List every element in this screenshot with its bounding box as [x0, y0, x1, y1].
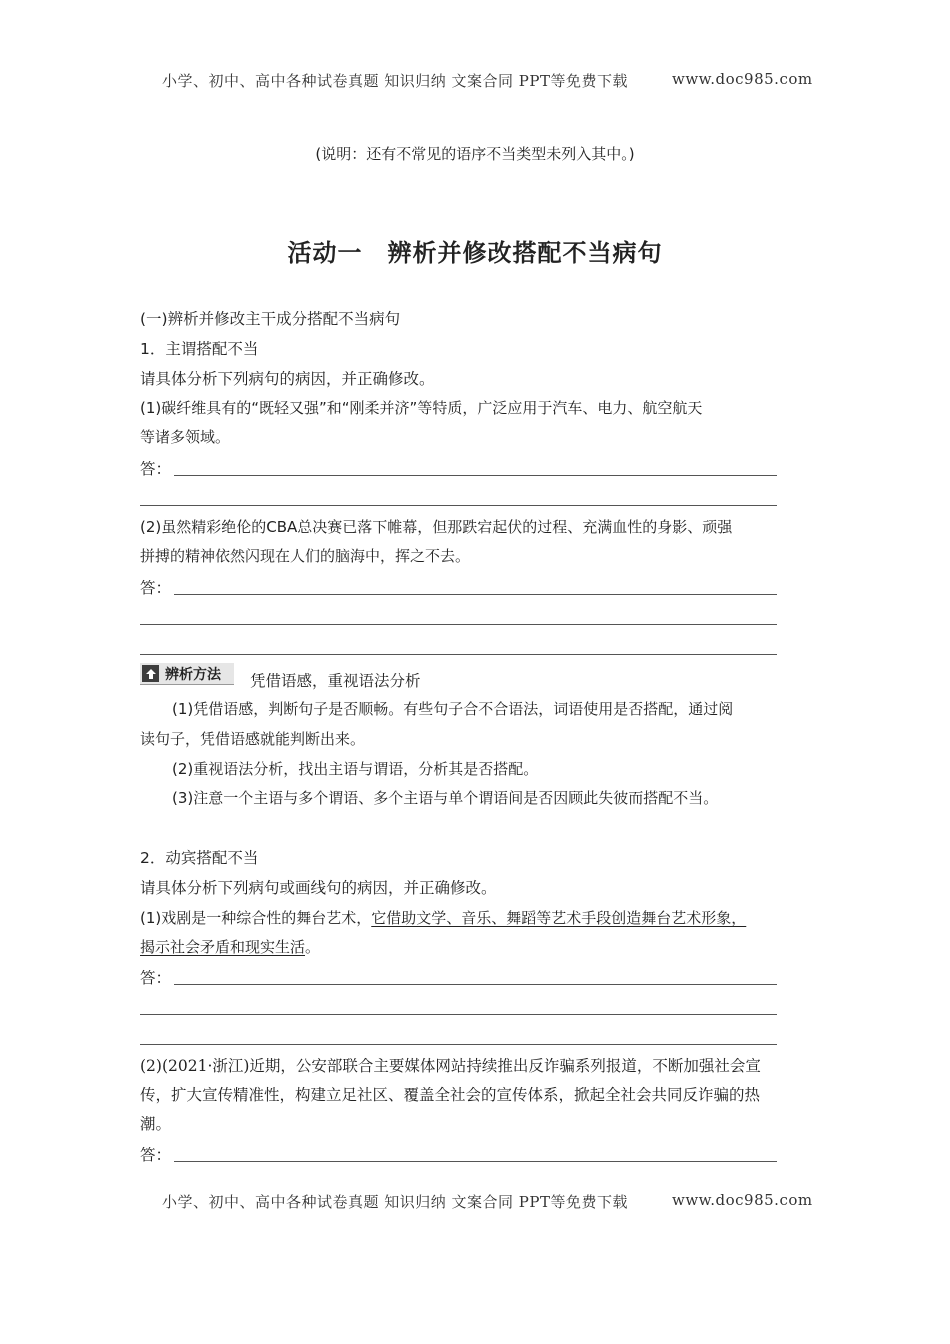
note: (说明：还有不常见的语序不当类型未列入其中。)	[315, 145, 635, 163]
answer-line[interactable]	[140, 1014, 777, 1015]
answer-line[interactable]	[174, 594, 777, 595]
answer-line[interactable]	[140, 1044, 777, 1045]
section-heading: (一)辨析并修改主干成分搭配不当病句	[140, 310, 401, 328]
method-paragraph-1-line-2: 读句子，凭借语感就能判断出来。	[140, 730, 366, 748]
method-paragraph-2: (2)重视语法分析，找出主语与谓语，分析其是否搭配。	[172, 760, 539, 778]
question-3-suffix: 。	[305, 938, 321, 956]
header-banner: 小学、初中、高中各种试卷真题 知识归纳 文案合同 PPT等免费下载	[162, 72, 628, 90]
method-paragraph-1-line-1: (1)凭借语感，判断句子是否顺畅。有些句子合不合语法，词语使用是否搭配，通过阅	[172, 700, 734, 718]
method-badge-label: 辨析方法	[165, 666, 221, 683]
answer-label: 答：	[140, 579, 172, 597]
answer-line[interactable]	[174, 1161, 777, 1162]
question-3-prefix: (1)戏剧是一种综合性的舞台艺术，	[140, 909, 372, 927]
answer-line[interactable]	[140, 505, 777, 506]
question-3-line-2	[140, 936, 320, 958]
arrow-up-icon	[142, 665, 159, 682]
subsection-heading-2: 2．动宾搭配不当	[140, 849, 259, 867]
activity-title: 活动一 辨析并修改搭配不当病句	[287, 239, 663, 267]
footer-site-link[interactable]: www.doc985.com	[672, 1191, 813, 1209]
answer-label: 答：	[140, 460, 172, 478]
underlined-text: 揭示社会矛盾和现实生活	[140, 938, 306, 956]
answer-line[interactable]	[174, 475, 777, 476]
question-2-line-1: (2)虽然精彩绝伦的CBA总决赛已落下帷幕，但那跌宕起伏的过程、充满血性的身影、顽强	[140, 518, 733, 536]
answer-label: 答：	[140, 969, 172, 987]
underlined-text: 它借助文学、音乐、舞蹈等艺术手段创造舞台艺术形象，	[371, 909, 747, 927]
answer-line[interactable]	[174, 984, 777, 985]
question-2-line-2: 拼搏的精神依然闪现在人们的脑海中，挥之不去。	[140, 547, 471, 565]
answer-line[interactable]	[140, 654, 777, 655]
question-1-line-1: (1)碳纤维具有的“既轻又强”和“刚柔并济”等特质，广泛应用于汽车、电力、航空航天	[140, 399, 703, 417]
header-site-link[interactable]: www.doc985.com	[672, 70, 813, 88]
method-badge	[140, 663, 234, 685]
answer-label: 答：	[140, 1146, 172, 1164]
question-4-line-2: 传，扩大宣传精准性，构建立足社区、覆盖全社会的宣传体系，掀起全社会共同反诈骗的热	[140, 1086, 761, 1104]
footer-banner: 小学、初中、高中各种试卷真题 知识归纳 文案合同 PPT等免费下载	[162, 1193, 628, 1211]
question-3-line-1	[140, 907, 746, 929]
subsection-heading-1: 1．主谓搭配不当	[140, 340, 259, 358]
answer-line[interactable]	[140, 624, 777, 625]
method-paragraph-3: (3)注意一个主语与多个谓语、多个主语与单个谓语间是否因顾此失彼而搭配不当。	[172, 789, 719, 807]
instruction-2: 请具体分析下列病句或画线句的病因，并正确修改。	[140, 879, 497, 897]
question-4-line-3: 潮。	[140, 1115, 172, 1133]
method-title: 凭借语感，重视语法分析	[250, 672, 421, 690]
question-4-line-1: (2)(2021·浙江)近期，公安部联合主要媒体网站持续推出反诈骗系列报道，不断加强社会宣	[140, 1057, 761, 1075]
question-1-line-2: 等诸多领域。	[140, 428, 231, 446]
instruction-1: 请具体分析下列病句的病因，并正确修改。	[140, 370, 435, 388]
